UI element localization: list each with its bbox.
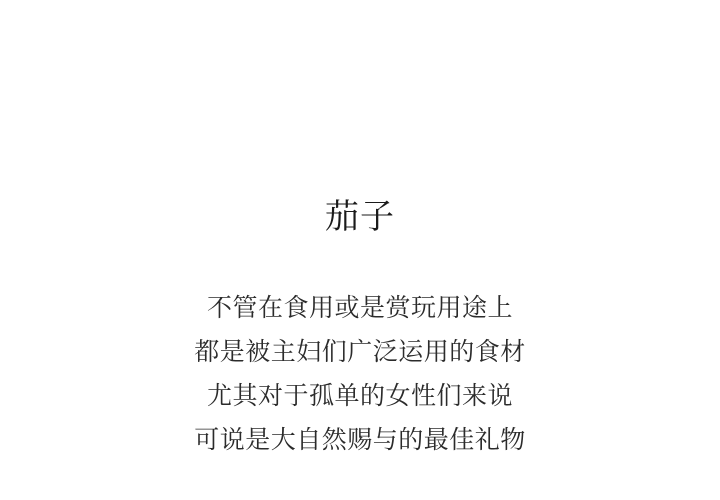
page-body <box>194 286 526 462</box>
body-line: 不管在食用或是赏玩用途上 <box>206 294 513 322</box>
body-line: 可说是大自然赐与的最佳礼物 <box>194 426 526 454</box>
page-title: 茄子 <box>325 198 395 236</box>
body-line: 尤其对于孤单的女性们来说 <box>206 382 513 410</box>
body-line: 都是被主妇们广泛运用的食材 <box>194 338 526 366</box>
